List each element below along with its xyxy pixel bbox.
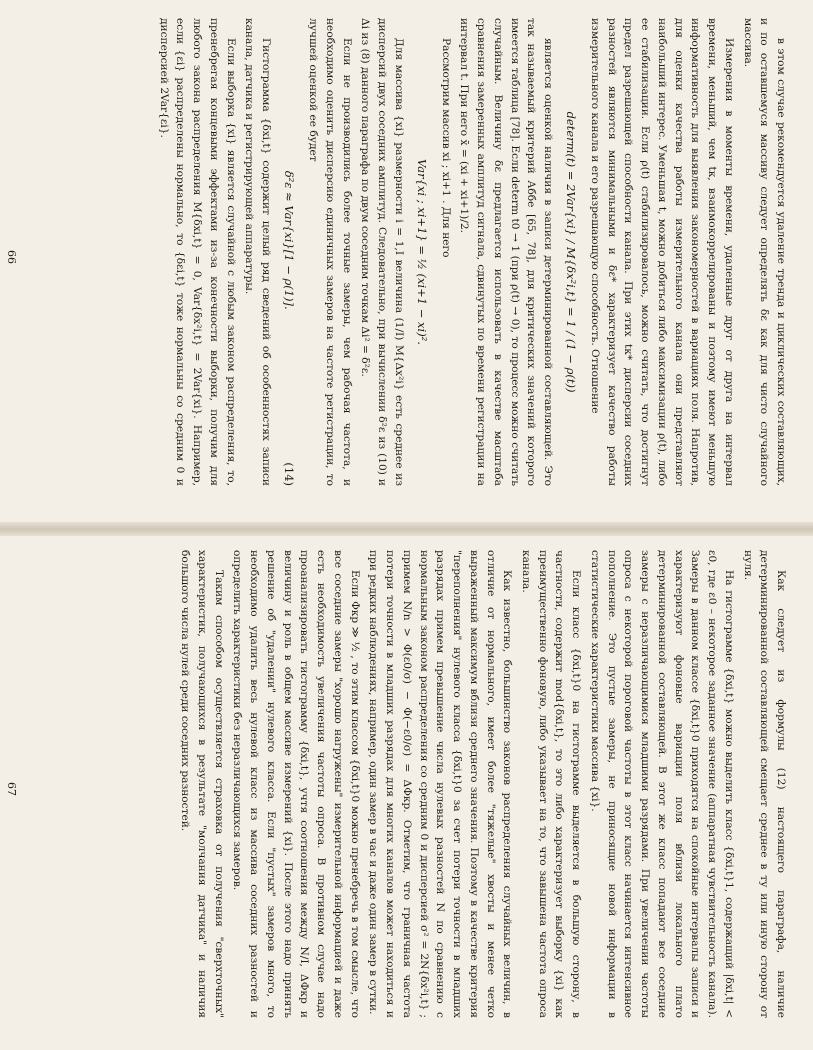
paragraph: Рассмотрим массив xi ; xi+1 . Для него [439, 38, 452, 258]
paragraph: является оценкой наличия в записи детерминированной составляющей. Это так называемый критерий Аббе [65, 78], для критических значений которого имеется таблица [78]. Если determ t0 → 1 (при ρ(t) → 0), то процесс можно считать случайным. Величину δε предлагается использовать в качестве масштаба сравнения замеренных амплитуд сигнала, сдвинутых по времени регистрации на интервал t. При него x̄ = (xi + xi+1)/2. [458, 18, 555, 486]
page-number: 67 [5, 782, 18, 796]
paragraph: Таким способом осуществляется страховка от получения "сверхточных" характеристик, получающихся в результате "молчания датчика" и наличия большого числа нулей среди соседних разностей. [179, 550, 225, 1018]
paragraph: Для массива {xi} размерности i = 1,I величина (1/I) M{Δx²i} есть среднее из дисперсий двух соседних амплитуд. Следовательно, при вычислении δ²ε из (10) и Δi из (8) данного параграфа по двум соседним точкам Δi² = δ²ε. [359, 18, 405, 486]
page-67 [0, 532, 813, 1032]
formula-14-number: (14) [282, 462, 297, 486]
paragraph: Измерения в моменты времени, удаленные друг от друга на интервал времени, меньший, чем tк, взаимокоррелированы и поэтому имеют меньшую информативность для выявления закономерностей в вариациях поля. Напротив, для оценки качества работы измерительного канала они представляют наибольший интерес. Уменьшая t, можно добиться либо максимизации ρ(t), либо ее стабилизации. Если ρ(t) стабилизировалось, можно считать, что достигнут предел разрешающей способности канала. При этих tк* дисперсии соседних разностей являются минимальными и δε* характеризует качество работы измерительного канала и его разрешающую способность. Отношение [588, 18, 735, 486]
page-67-text [24, 550, 789, 1018]
formula-14-body: δ²ε ≈ Var{xi}[1 − ρ(1)]. [282, 170, 297, 310]
paragraph: Если выборка {xi} является случайной с любым законом распределения, то, пренебрегая концевыми эффектами из-за конечности выборки, получим для любого закона распределения M{δxi,t} = 0, Var{δx²i,t} = 2Var{xi}. Например, если {εi} распределены нормально, то {δεi,t} тоже нормальны со средним 0 и дисперсией 2Var{εi}. [157, 18, 237, 486]
formula-var: Var{xi ; xi+1} = ½ (xi+1 − xi)². [414, 159, 429, 345]
paragraph: Если не производились более точные замеры, чем рабочая частота, и необходимо оценить дисперсию единичных замеров на частоте регистрации, то лучшей оценкой ее будет [307, 18, 353, 486]
page-66 [0, 0, 813, 500]
formula-determ: determ(t) = 2Var{xi} / M{δx²i,t} = 1 / (1 − ρ(t)) [564, 111, 579, 393]
page-number: 66 [5, 250, 18, 264]
paragraph: Если класс {δxi,t}0 на гистограмме выделяется в большую сторону, в частности, содержит mod{δxi,t}, то это либо характеризует выборку {xi} как преимущественно фоновую, либо указывает на то, что завышена частота опроса канала. [519, 550, 583, 1018]
paragraph: Как следует из формулы (12) настоящего параграфа, наличие детерминированной составляющей смещает среднее в ту или иную сторону от нуля. [741, 550, 787, 1018]
paragraph: Как известно, большинство законов распределения случайных величин, в отличие от нормального, имеет более "тяжелые" хвосты и менее четко выраженный максимум вблизи среднего значения. Поэтому в качестве критерия "переполнения" нулевого класса {δxi,t}0 за счет потери точности в младших разрядах примем превышение числа нулевых разностей N по сравнению с нормальным законом распределения со средним 0 и дисперсией σ² = 2N{δx²i,t} ; примем N/n > Φ(ε0/σ) − Φ(−ε0/σ) = ΔΦкр. Отметим, что граничная частота потери точности в младших разрядах для многих каналов может находиться и при редких наблюдениях, например, один замер в час и даже один замер в сутки. [367, 550, 514, 1018]
paragraph: в этом случае рекомендуется удаление тренда и циклических составляющих, и по оставшемуся массиву следует определять δε как для чисто случайного массива. [741, 18, 787, 486]
formula-14 [280, 18, 298, 486]
page-66-text [24, 18, 789, 486]
paragraph: Гистограмма {δxi,t} содержит целый ряд сведений об особенностях записи канала, датчика и регистрирующей аппаратуры. [243, 18, 273, 486]
paragraph: Если Φкр ≫ ½ , то этим классом {δxi,t}0 можно пренебречь в том смысле, что все соседние замеры "хорошо нагружены" измерительной информацией и даже есть необходимость увеличения частоты опроса. В противном случае надо проанализировать гистограмму {δxi,t}, учтя соотношения между N/I, ΔΦкр и величину и роль в общем массиве измерений {xi}. После этого надо принять решение об "удалении" нулевого класса. Если "пустых" замеров много, то необходимо удалить весь нулевой класс из массива соседних разностей и определить характеристики без неразличающихся замеров. [231, 550, 361, 1018]
paragraph: На гистограмме {δxi,t} можно выделить класс {δxi,t}1, содержащий |δxi,t| < ε0, где ε0 – некоторое заданное значение (аппаратная чувствительность канала). Замеры в данном классе {δxi,t}0 приходятся на спокойные интервалы записи и характеризуют фоновые вариации поля вблизи локального плато детерминированной составляющей. В этот же класс попадают все соседние замеры с неразличающимися младшими разрядами. При увеличении частоты опроса с некоторой пороговой частоты в этот класс начинается интенсивное пополнение. Это пустые замеры, не приносящие новой информации в статистические характеристики массива {xi}. [588, 550, 735, 1018]
